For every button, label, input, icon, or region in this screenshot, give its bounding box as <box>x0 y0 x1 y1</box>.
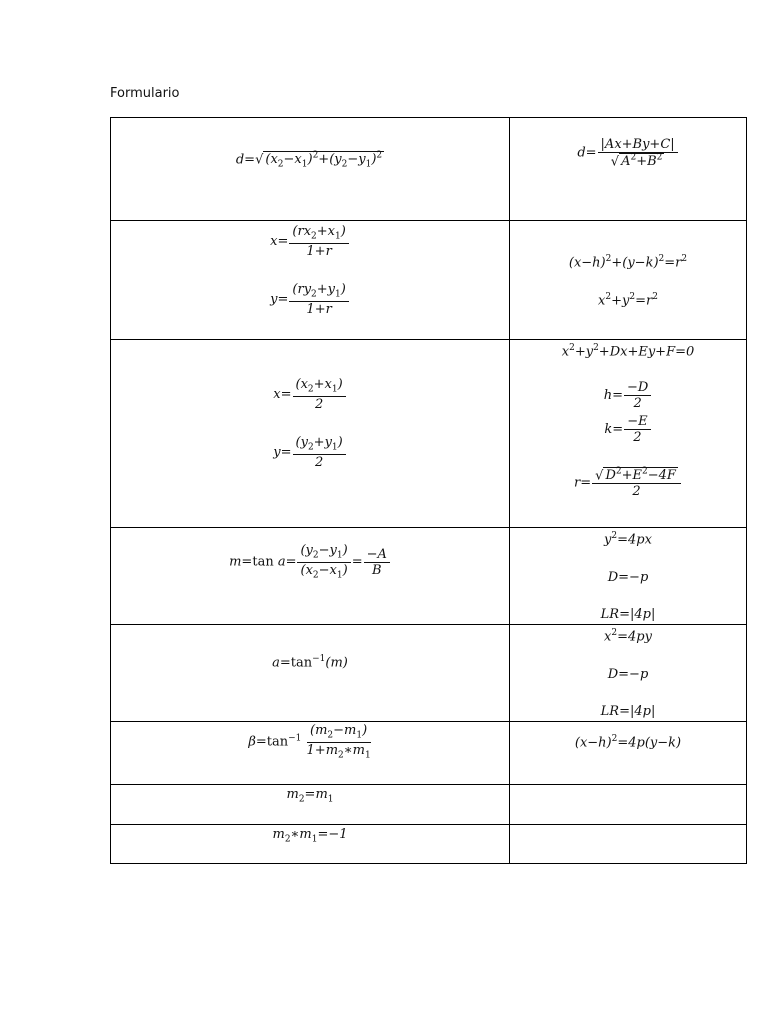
formula-source <box>110 880 748 881</box>
formula: k= $\frac{-E}{2}$ <box>510 415 746 444</box>
formula-cell-right <box>510 785 747 825</box>
formula-cell-left <box>111 221 510 340</box>
table-row <box>111 528 747 625</box>
formula-cell-right <box>510 722 747 785</box>
formula: LR=|4p| <box>600 704 656 719</box>
formula-cell-right <box>510 528 747 625</box>
formula-cell-right <box>510 221 747 340</box>
table-row <box>111 785 747 825</box>
table-row <box>111 825 747 864</box>
formula-cell-left <box>111 118 510 221</box>
formula: d= $\frac{|Ax+By+C|}{√ A^2+B^2}$ <box>510 138 746 168</box>
formula: x= $\frac{(rx_2+x_1)}{1+r}$ <box>111 225 509 258</box>
formula-cell-right <box>510 825 747 864</box>
formula: $(x-h)^2=4p(y-k)$ <box>574 734 682 751</box>
formula-cell-right <box>510 118 747 221</box>
formula: r= $\frac{√ D^2+E^2-4F}{2}$ <box>510 468 746 498</box>
formula-cell-right <box>510 625 747 722</box>
formula: $x^2=4py$ <box>604 628 652 645</box>
formula-cell-right <box>510 340 747 528</box>
formula: m=tan a= $\frac{(y_2-y_1)}{(x_2-x_1)}$ = $\frac{-A}{B}$ <box>111 544 509 580</box>
formula: y= $\frac{(ry_2+y_1)}{1+r}$ <box>111 283 509 316</box>
table-row <box>111 221 747 340</box>
formula-cell-left <box>111 785 510 825</box>
formula: $\beta=\tan^{-1}$ $\frac{(m_2-m_1)}{1+m_2∗m_1}$ <box>248 723 371 761</box>
formula-cell-left <box>111 340 510 528</box>
table-row <box>111 722 747 785</box>
formula: $x^2+y^2+Dx+Ey+F=0$ <box>561 343 695 360</box>
table-row <box>111 118 747 221</box>
table-row <box>111 340 747 528</box>
formula-table <box>110 117 747 864</box>
formula: $m_2=m_1$ <box>286 787 334 805</box>
formula: D=−p <box>607 667 649 682</box>
formula-cell-left <box>111 528 510 625</box>
formula-cell-left <box>111 625 510 722</box>
formula: d=√ $(x_2-x_1)^2+(y_2-y_1)^2$ <box>235 151 383 170</box>
formula-cell-left <box>111 722 510 785</box>
formula: h= $\frac{-D}{2}$ <box>510 381 746 410</box>
table-row <box>111 625 747 722</box>
formula: $a=\tan^{-1}(m)$ <box>272 654 348 671</box>
formula: y= $\frac{(y_2+y_1)}{2}$ <box>111 436 509 469</box>
formula: LR=|4p| <box>600 607 656 622</box>
formula: x= $\frac{(x_2+x_1)}{2}$ <box>111 378 509 411</box>
formula: $(x-h)^2+(y-k)^2=r^2$ <box>568 254 688 271</box>
formula: D=−p <box>607 570 649 585</box>
formula: $y^2=4px$ <box>604 531 652 548</box>
formula: $x^2+y^2=r^2$ <box>598 292 658 309</box>
formula: $m_2∗m_1=-1$ <box>272 827 348 845</box>
formula-cell-left <box>111 825 510 864</box>
page-title: Formulario <box>110 86 180 101</box>
